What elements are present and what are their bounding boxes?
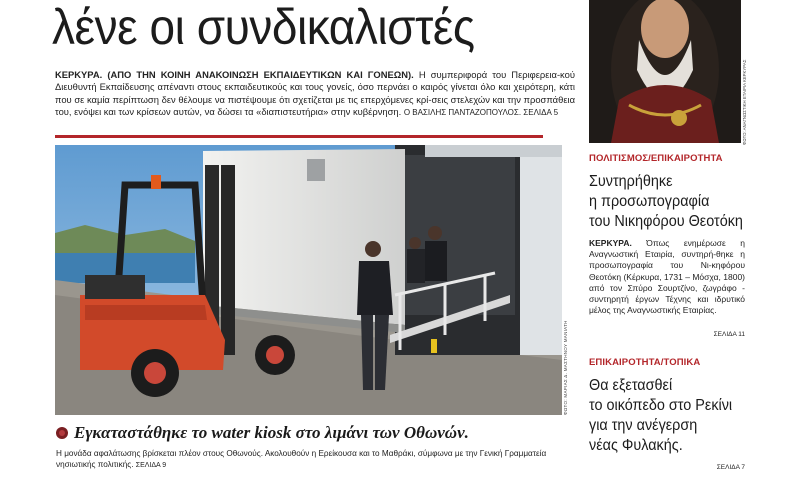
lead-paragraph [55, 69, 575, 120]
story2-kicker: ΕΠΙΚΑΙΡΟΤΗΤΑ/ΤΟΠΙΚΑ [589, 357, 701, 368]
portrait-credit: ΦΩΤΟ: ΑΝΑΓΝΩΣΤΙΚΗ ΕΤΑΙΡΙΑ ΚΕΡΚΥΡΑΣ [742, 59, 747, 145]
photo-credit: ΦΩΤΟ: ΜΑΡΙΑΣ Δ. ΜΑΣΤΗΝΟΥ ΜΑΝΙΑΤΗ [563, 320, 568, 415]
headline: λένε οι συνδικαλιστές [52, 0, 475, 55]
lead-text: Η συμπεριφορά του Περιφερεια-κού Διευθυντή Εκπαίδευσης απέναντι στους εκπαιδευτικούς και τους γονείς, όσο περνάει ο καιρός γίνεται όλο και χειρότερη, κάτι που σε καμία περίπτωση δεν θέλουμε να πιστέψουμε ότι σχετίζεται με τις επερχόμενες κρί-σεις στελεχών και την προσπάθεια του, ενόψει και των κρίσεων αυτών, να δώσει τα «διαπιστευτήρια» στην κυβέρνηση. [55, 69, 575, 118]
caption-page-ref: ΣΕΛΙΔΑ 9 [135, 462, 167, 469]
lead-author: Ο ΒΑΣΙΛΗΣ ΠΑΝΤΑΖΟΠΟΥΛΟΣ. ΣΕΛΙΔΑ 5 [403, 108, 559, 118]
story2-title [589, 376, 732, 456]
lead-place: ΚΕΡΚΥΡΑ. (ΑΠΟ ΤΗΝ ΚΟΙΝΗ ΑΝΑΚΟΙΝΩΣΗ ΕΚΠΑΙΔΕΥΤΙΚΩΝ ΚΑΙ ΓΟΝΕΩΝ). [55, 69, 414, 80]
section-divider [55, 135, 543, 138]
story2-page-ref: ΣΕΛΙΔΑ 7 [716, 464, 745, 471]
story1-text: Όπως ενημέρωσε η Αναγνωστική Εταιρία, συντηρή-θηκε η προσωπογραφία του Νι-κηφόρου Θεοτόκη (Κέρκυρα, 1731 – Μόσχα, 1800) από τον Σπύρο Σουρτζίνο, ζωγράφο - συντηρητή έργων Τέχνης και ιδρυτικό μέλος της Αναγνωστικής Εταιρίας. [589, 238, 745, 316]
photo-caption-title: Εγκαταστάθηκε το water kiosk στο λιμάνι των Οθωνών. [74, 423, 469, 442]
story1-title [589, 172, 743, 232]
story2-title-line: για την ανέγερση [589, 417, 698, 434]
story1-kicker: ΠΟΛΙΤΙΣΜΟΣ/ΕΠΙΚΑΙΡΟΤΗΤΑ [589, 153, 723, 164]
caption-bullet-icon [56, 427, 68, 439]
story1-body [589, 238, 745, 316]
caption-text: Η μονάδα αφαλάτωσης βρίσκεται πλέον στους Οθωνούς. Ακολουθούν η Ερείκουσα και το Μαθράκι, σύμφωνα με την Γενική Γραμματεία νησιωτικής πολιτικής. [56, 449, 547, 469]
main-photo [55, 145, 562, 415]
story1-title-line: η προσωπογραφία [589, 193, 710, 210]
portrait-image [589, 0, 741, 143]
story2-title-line: το οικόπεδο στο Ρεκίνι [589, 397, 733, 414]
photo-caption-body [56, 448, 576, 471]
story2-title-line: Θα εξετασθεί [589, 377, 673, 394]
story1-title-line: Συντηρήθηκε [589, 173, 673, 190]
story1-title-line: του Νικηφόρου Θεοτόκη [589, 213, 743, 230]
story1-page-ref: ΣΕΛΙΔΑ 11 [713, 331, 745, 338]
story2-title-line: νέας Φυλακής. [589, 437, 683, 454]
story1-place: ΚΕΡΚΥΡΑ. [589, 238, 632, 248]
